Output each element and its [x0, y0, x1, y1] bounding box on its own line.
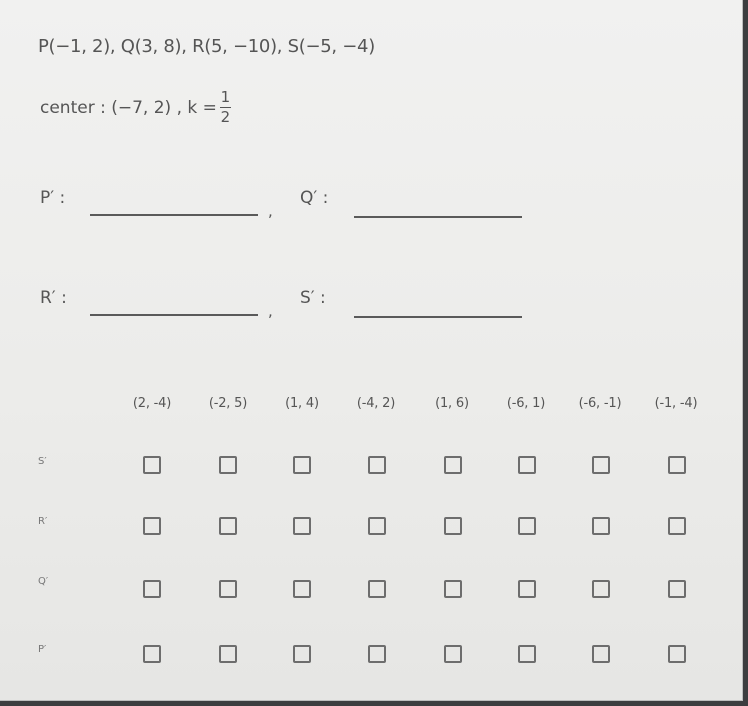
q-prime-label: Q′ :: [300, 188, 329, 208]
checkbox-p-prime[interactable]: [143, 645, 161, 663]
checkbox-s-prime[interactable]: [444, 456, 462, 474]
separator-comma: ,: [268, 202, 273, 220]
checkbox-s-prime[interactable]: [368, 456, 386, 474]
row-label-r-prime: R′: [38, 516, 48, 527]
row-label-s-prime: S′: [38, 456, 47, 467]
checkbox-p-prime[interactable]: [518, 645, 536, 663]
checkbox-r-prime[interactable]: [518, 517, 536, 535]
points-text: P(−1, 2), Q(3, 8), R(5, −10), S(−5, −4): [38, 36, 375, 57]
checkbox-p-prime[interactable]: [368, 645, 386, 663]
checkbox-p-prime[interactable]: [592, 645, 610, 663]
s-prime-answer-blank[interactable]: [354, 316, 522, 318]
column-header: (-6, -1): [578, 396, 622, 411]
checkbox-p-prime[interactable]: [668, 645, 686, 663]
checkbox-s-prime[interactable]: [143, 456, 161, 474]
checkbox-s-prime[interactable]: [592, 456, 610, 474]
checkbox-r-prime[interactable]: [219, 517, 237, 535]
r-prime-answer-blank[interactable]: [90, 314, 258, 316]
r-prime-label: R′ :: [40, 288, 67, 308]
checkbox-q-prime[interactable]: [143, 580, 161, 598]
checkbox-p-prime[interactable]: [219, 645, 237, 663]
checkbox-r-prime[interactable]: [592, 517, 610, 535]
q-prime-answer-blank[interactable]: [354, 216, 522, 218]
center-text: center : (−7, 2) , k =: [40, 97, 217, 118]
k-numerator: 1: [220, 88, 231, 106]
separator-comma: ,: [268, 302, 273, 320]
checkbox-r-prime[interactable]: [143, 517, 161, 535]
k-fraction: [220, 90, 231, 125]
checkbox-r-prime[interactable]: [668, 517, 686, 535]
checkbox-p-prime[interactable]: [293, 645, 311, 663]
checkbox-q-prime[interactable]: [592, 580, 610, 598]
checkbox-q-prime[interactable]: [219, 580, 237, 598]
column-header: (-4, 2): [356, 396, 396, 411]
column-header: (2, -4): [132, 396, 172, 411]
checkbox-r-prime[interactable]: [368, 517, 386, 535]
checkbox-q-prime[interactable]: [368, 580, 386, 598]
center-line: [40, 90, 231, 125]
row-label-p-prime: P′: [38, 644, 47, 655]
column-header: (-6, 1): [506, 396, 546, 411]
checkbox-q-prime[interactable]: [518, 580, 536, 598]
checkbox-s-prime[interactable]: [219, 456, 237, 474]
checkbox-q-prime[interactable]: [668, 580, 686, 598]
column-header: (-2, 5): [208, 396, 248, 411]
column-header: (1, 6): [435, 396, 469, 411]
p-prime-answer-blank[interactable]: [90, 214, 258, 216]
checkbox-s-prime[interactable]: [518, 456, 536, 474]
row-label-q-prime: Q′: [38, 576, 49, 587]
checkbox-p-prime[interactable]: [444, 645, 462, 663]
k-denominator: 2: [220, 108, 231, 126]
checkbox-q-prime[interactable]: [444, 580, 462, 598]
checkbox-r-prime[interactable]: [444, 517, 462, 535]
checkbox-s-prime[interactable]: [668, 456, 686, 474]
s-prime-label: S′ :: [300, 288, 326, 308]
checkbox-s-prime[interactable]: [293, 456, 311, 474]
checkbox-r-prime[interactable]: [293, 517, 311, 535]
column-header: (-1, -4): [654, 396, 698, 411]
p-prime-label: P′ :: [40, 188, 66, 208]
checkbox-q-prime[interactable]: [293, 580, 311, 598]
column-header: (1, 4): [285, 396, 319, 411]
